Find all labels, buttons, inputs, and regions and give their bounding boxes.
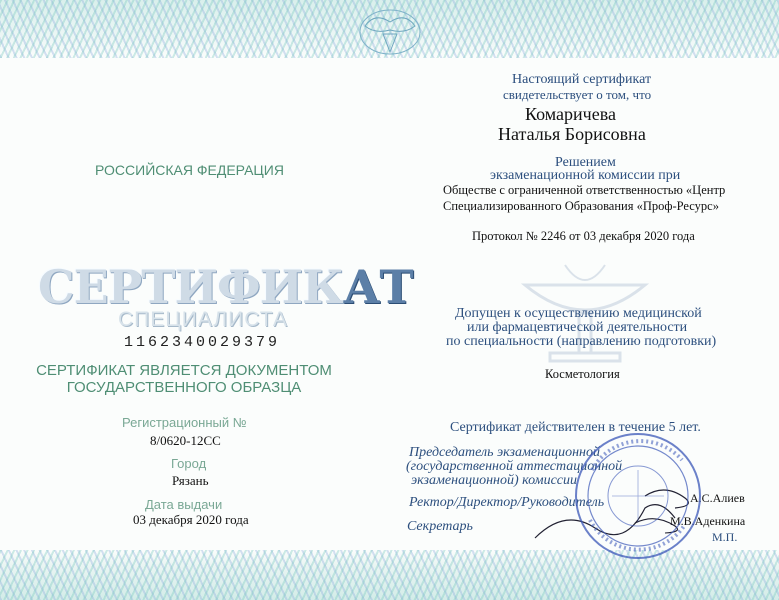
secretary-name: М.В.Аденкина	[670, 514, 746, 528]
state-note-line-1: СЕРТИФИКАТ ЯВЛЯЕТСЯ ДОКУМЕНТОМ	[36, 362, 332, 379]
intro-line-2: свидетельствует о том, что	[503, 87, 652, 102]
organization-line-2: Специализированного Образования «Проф-Ресурс»	[443, 199, 719, 213]
intro-line-1: Настоящий сертификат	[512, 72, 652, 87]
country-label: РОССИЙСКАЯ ФЕДЕРАЦИЯ	[95, 162, 284, 178]
decision-line-1: Решением	[555, 155, 616, 170]
city-label: Город	[171, 456, 207, 471]
city-value: Рязань	[172, 473, 209, 488]
registration-label: Регистрационный №	[122, 415, 247, 430]
registration-value: 8/0620-12СС	[150, 433, 221, 448]
certificate-title-accent: АТ	[342, 260, 413, 314]
emblem-icon	[345, 4, 435, 64]
chair-line-1: Председатель экзаменационной	[409, 445, 600, 460]
decision-line-2: экзаменационной комиссии при	[490, 168, 681, 183]
rector-name: А.С.Алиев	[690, 491, 745, 505]
admission-line-2: или фармацевтической деятельности	[467, 320, 688, 335]
state-document-note	[34, 362, 334, 396]
serial-number: 1162340029379	[124, 334, 281, 351]
certificate-subtitle: СПЕЦИАЛИСТА	[118, 308, 288, 331]
chair-line-3: экзаменационной) комиссии	[411, 473, 577, 488]
issue-date-value: 03 декабря 2020 года	[133, 512, 249, 527]
certificate-title	[38, 260, 413, 314]
organization-line-1: Обществе с ограниченной ответственностью «Центр	[443, 183, 726, 197]
admission-line-1: Допущен к осуществлению медицинской	[455, 306, 702, 321]
specialty-value: Косметология	[545, 367, 620, 381]
holder-name: Наталья Борисовна	[498, 124, 646, 144]
validity-line: Сертификат действителен в течение 5 лет.	[450, 420, 701, 435]
secretary-label: Секретарь	[407, 519, 473, 534]
rector-label: Ректор/Директор/Руководитель	[409, 495, 605, 510]
protocol-line: Протокол № 2246 от 03 декабря 2020 года	[472, 229, 695, 243]
issue-date-label: Дата выдачи	[145, 497, 223, 512]
holder-surname: Комаричева	[525, 104, 616, 124]
stamp-place-label: М.П.	[712, 530, 738, 544]
state-note-line-2: ГОСУДАРСТВЕННОГО ОБРАЗЦА	[66, 379, 302, 396]
certificate-title-main: СЕРТИФИК	[38, 260, 343, 314]
organization-stamp	[572, 430, 704, 562]
admission-line-3: по специальности (направлению подготовки)	[446, 334, 717, 349]
chair-line-2: (государственной аттестационной	[406, 459, 623, 474]
